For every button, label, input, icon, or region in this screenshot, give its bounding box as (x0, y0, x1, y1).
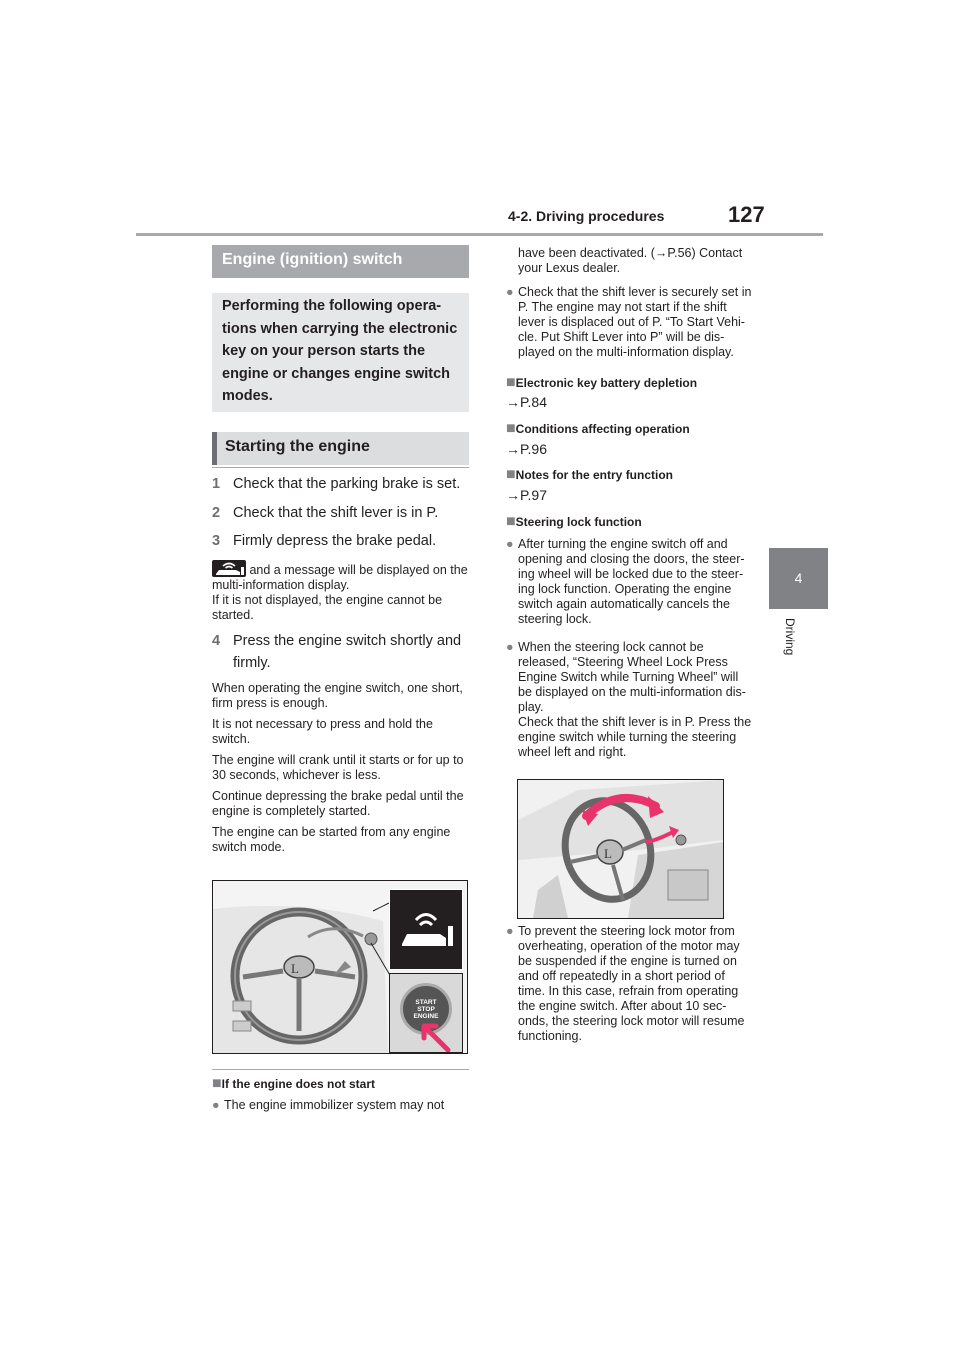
note-rule (212, 1069, 469, 1070)
section-title: Engine (ignition) switch (222, 251, 403, 268)
heading-steering (506, 513, 754, 531)
square-marker: ■ (212, 1075, 222, 1092)
note-bullet (212, 1098, 474, 1113)
bullet-marker: ● (506, 285, 514, 299)
bullet-steering-release (506, 640, 754, 760)
note-heading-text: If the engine does not start (221, 1077, 376, 1091)
continued-text-content: have been deactivated. (→P.56) Contact your Lexus dealer. (518, 246, 743, 275)
step-text: Check that the shift lever is in P. (233, 505, 439, 521)
indicator-callout (389, 889, 463, 970)
running-header-section: 4-2. Driving procedures (508, 208, 665, 224)
step-3 (212, 530, 474, 552)
heading-text: Notes for the entry function (515, 468, 674, 482)
note-bullet-text: The engine immobilizer system may not (224, 1098, 445, 1112)
indicator-note (212, 560, 474, 623)
indicator-note-text: and a message will be displayed on the multi-information display. (212, 563, 468, 592)
steering-wheel-figure (517, 779, 724, 919)
svg-text:L: L (604, 846, 612, 861)
ref-conditions[interactable]: →P.96 (506, 441, 547, 457)
step-4 (212, 630, 474, 674)
page-number: 127 (728, 202, 765, 227)
paragraph: When operating the engine switch, one short, firm press is enough. (212, 681, 463, 710)
step-2 (212, 502, 474, 524)
step-number: 1 (212, 476, 221, 492)
step-number: 3 (212, 533, 221, 549)
paragraph: Continue depressing the brake pedal until the engine is completely started. (212, 789, 464, 818)
bullet-text: Check that the shift lever is securely set in P. The engine may not start if the shift lever is displaced out of P. “To Start Vehi- cle. Put Shift Lever into P” will be dis- played on the multi-information display. (518, 285, 752, 359)
heading-battery (506, 374, 754, 392)
subsection-title: Starting the engine (225, 438, 370, 455)
engine-start-indicator-icon (212, 560, 246, 577)
operation-notes (212, 681, 474, 855)
indicator-note-text-2: If it is not displayed, the engine cannot be started. (212, 593, 443, 622)
ref-battery[interactable]: →P.84 (506, 394, 547, 410)
start-button-label: START STOP ENGINE (413, 999, 439, 1020)
bullet-shift-lever (506, 285, 754, 360)
paragraph: It is not necessary to press and hold the switch. (212, 717, 433, 746)
step-text: Press the engine switch shortly and firmly. (233, 633, 462, 671)
bullet-steering-lock (506, 537, 754, 627)
bullet-text: When the steering lock cannot be released, “Steering Wheel Lock Press Engine Switch while Turning Wheel” will be displayed on the multi-information dis- play. (518, 640, 746, 714)
square-marker: ■ (506, 466, 516, 483)
subsection-title-bar (212, 432, 469, 465)
ref-notes[interactable]: →P.97 (506, 487, 547, 503)
continued-text (506, 246, 754, 276)
square-marker: ■ (506, 420, 516, 437)
press-switch-arrow-icon (643, 822, 683, 848)
heading-text: Conditions affecting operation (515, 422, 690, 436)
intro-box (212, 293, 469, 412)
subsection-rule (212, 467, 469, 468)
start-button-callout (389, 973, 463, 1053)
paragraph: The engine can be started from any engine switch mode. (212, 825, 451, 854)
paragraph: The engine will crank until it starts or for up to 30 seconds, whichever is less. (212, 753, 464, 782)
header-rule (136, 233, 823, 236)
bullet-text: To prevent the steering lock motor from overheating, operation of the motor may be suspended if the engine is turned on and off repeatedly in a short period of time. In this case, refrain from operating the engine switch. After about 10 sec- onds, the steering lock motor will resume functioning. (518, 924, 745, 1043)
bullet-motor (506, 924, 754, 1044)
bullet-text: After turning the engine switch off and opening and closing the doors, the steer- ing wheel will be locked due to the steer- ing lock function. Operating the engine switch again automatically cancels the steering lock. (518, 537, 745, 626)
bullet-marker: ● (212, 1098, 220, 1112)
heading-text: Steering lock function (515, 515, 642, 529)
step-number: 4 (212, 633, 221, 649)
engine-switch-figure (212, 880, 468, 1054)
bullet-marker: ● (506, 640, 514, 654)
note-heading (212, 1075, 474, 1093)
step-number: 2 (212, 505, 221, 521)
heading-notes (506, 466, 754, 484)
bullet-marker: ● (506, 537, 514, 551)
chapter-tab-label: Driving (783, 618, 797, 656)
intro-text: Performing the following opera- tions when carrying the electronic key on your person starts the engine or changes engine switch modes. (222, 298, 458, 404)
chapter-tab[interactable]: 4 (769, 548, 828, 609)
square-marker: ■ (506, 513, 516, 530)
step-1 (212, 473, 474, 495)
step-text: Check that the parking brake is set. (233, 476, 461, 492)
section-title-bar (212, 245, 469, 278)
heading-conditions (506, 420, 754, 438)
bullet-marker: ● (506, 924, 514, 938)
bullet-text-2: Check that the shift lever is in P. Press the engine switch while turning the steering wheel left and right. (518, 715, 752, 759)
square-marker: ■ (506, 374, 516, 391)
heading-text: Electronic key battery depletion (515, 376, 698, 390)
engine-start-indicator-icon (390, 890, 462, 969)
press-arrow-icon (418, 1018, 452, 1052)
step-text: Firmly depress the brake pedal. (233, 533, 437, 549)
svg-text:L: L (291, 961, 299, 976)
